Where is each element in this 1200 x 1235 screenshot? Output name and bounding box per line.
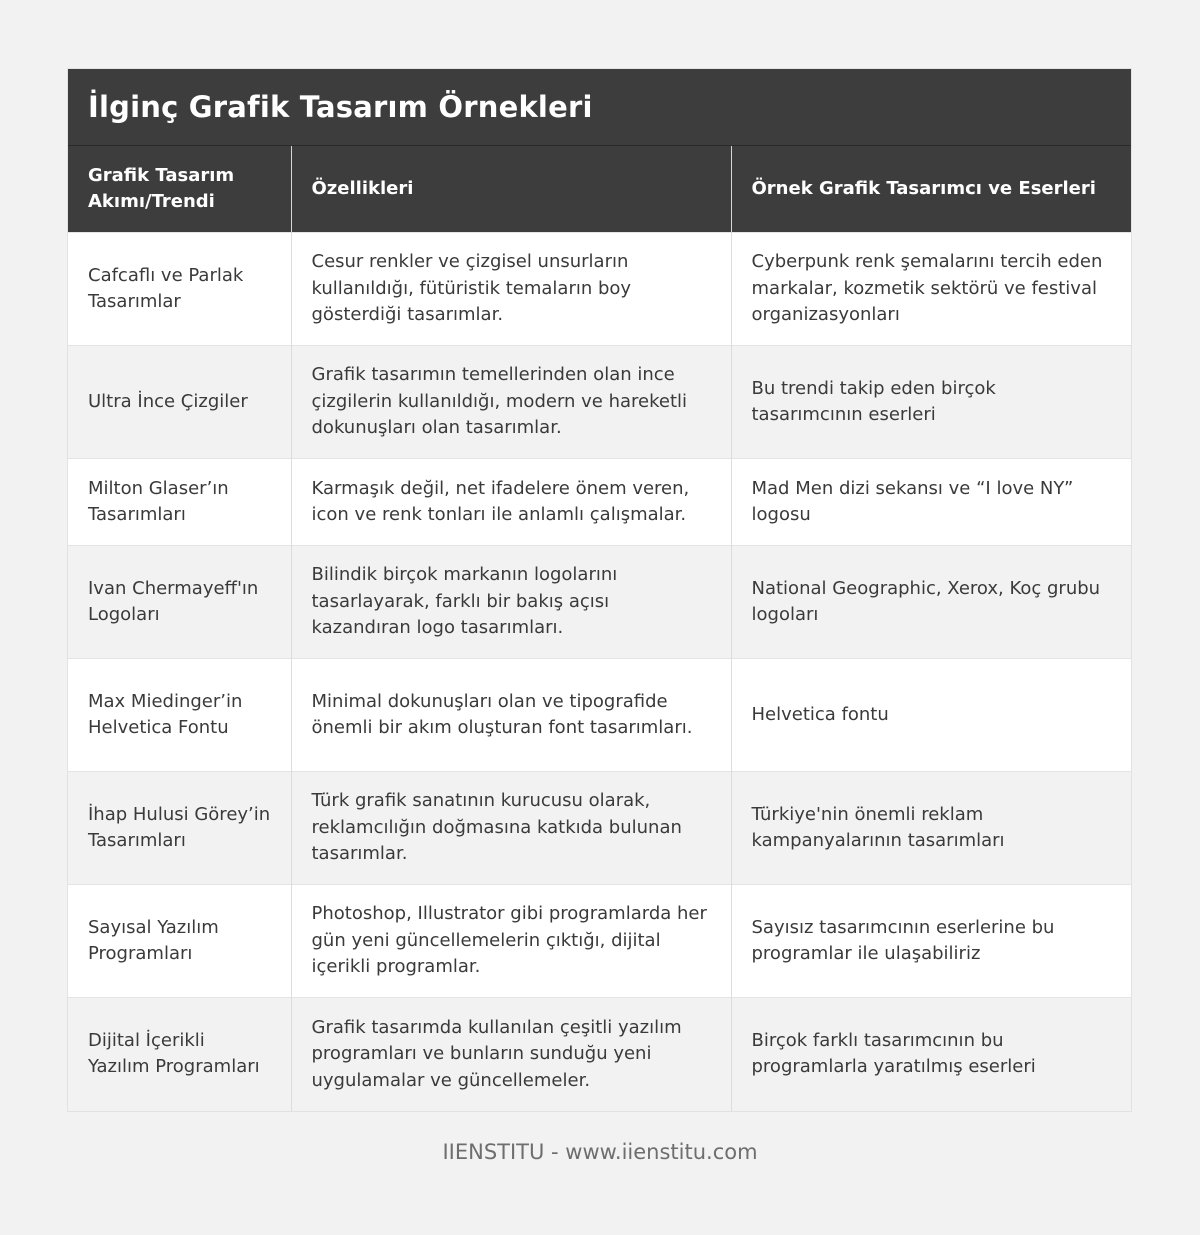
cell-examples: National Geographic, Xerox, Koç grubu logoları bbox=[731, 546, 1131, 659]
cell-features: Grafik tasarımın temellerinden olan ince çizgilerin kullanıldığı, modern ve hareketli dokunuşları olan tasarımlar. bbox=[291, 346, 731, 459]
cell-examples: Mad Men dizi sekansı ve “I love NY” logosu bbox=[731, 459, 1131, 546]
table-row bbox=[68, 885, 1131, 998]
cell-examples: Bu trendi takip eden birçok tasarımcının eserleri bbox=[731, 346, 1131, 459]
cell-trend: Ivan Chermayeff'ın Logoları bbox=[68, 546, 291, 659]
table-header bbox=[68, 146, 1131, 233]
cell-trend: Cafcaflı ve Parlak Tasarımlar bbox=[68, 233, 291, 346]
cell-trend: Max Miedinger’in Helvetica Fontu bbox=[68, 659, 291, 772]
cell-examples: Türkiye'nin önemli reklam kampanyalarının tasarımları bbox=[731, 772, 1131, 885]
column-header-features: Özellikleri bbox=[291, 146, 731, 233]
cell-trend: Ultra İnce Çizgiler bbox=[68, 346, 291, 459]
cell-examples: Cyberpunk renk şemalarını tercih eden markalar, kozmetik sektörü ve festival organizasyonları bbox=[731, 233, 1131, 346]
table-row bbox=[68, 659, 1131, 772]
table-row bbox=[68, 459, 1131, 546]
cell-features: Photoshop, Illustrator gibi programlarda her gün yeni güncellemelerin çıktığı, dijital içerikli programlar. bbox=[291, 885, 731, 998]
cell-trend: Milton Glaser’ın Tasarımları bbox=[68, 459, 291, 546]
design-trends-table bbox=[68, 146, 1131, 1111]
column-header-trend: Grafik Tasarım Akımı/Trendi bbox=[68, 146, 291, 233]
cell-features: Minimal dokunuşları olan ve tipografide önemli bir akım oluşturan font tasarımları. bbox=[291, 659, 731, 772]
table-row bbox=[68, 998, 1131, 1111]
table-title: İlginç Grafik Tasarım Örnekleri bbox=[68, 69, 1131, 146]
cell-features: Türk grafik sanatının kurucusu olarak, reklamcılığın doğmasına katkıda bulunan tasarımlar. bbox=[291, 772, 731, 885]
cell-features: Cesur renkler ve çizgisel unsurların kullanıldığı, fütüristik temaların boy gösterdiği tasarımlar. bbox=[291, 233, 731, 346]
cell-examples: Sayısız tasarımcının eserlerine bu programlar ile ulaşabiliriz bbox=[731, 885, 1131, 998]
cell-features: Bilindik birçok markanın logolarını tasarlayarak, farklı bir bakış açısı kazandıran logo tasarımları. bbox=[291, 546, 731, 659]
column-header-examples: Örnek Grafik Tasarımcı ve Eserleri bbox=[731, 146, 1131, 233]
cell-examples: Helvetica fontu bbox=[731, 659, 1131, 772]
cell-features: Karmaşık değil, net ifadelere önem veren, icon ve renk tonları ile anlamlı çalışmalar. bbox=[291, 459, 731, 546]
cell-examples: Birçok farklı tasarımcının bu programlarla yaratılmış eserleri bbox=[731, 998, 1131, 1111]
cell-features: Grafik tasarımda kullanılan çeşitli yazılım programları ve bunların sunduğu yeni uygulamalar ve güncellemeler. bbox=[291, 998, 731, 1111]
cell-trend: Dijital İçerikli Yazılım Programları bbox=[68, 998, 291, 1111]
cell-trend: Sayısal Yazılım Programları bbox=[68, 885, 291, 998]
table-row bbox=[68, 346, 1131, 459]
table-card bbox=[68, 69, 1131, 1111]
cell-trend: İhap Hulusi Görey’in Tasarımları bbox=[68, 772, 291, 885]
table-row bbox=[68, 772, 1131, 885]
footer-credit: IIENSTITU - www.iienstitu.com bbox=[442, 1140, 758, 1164]
table-row bbox=[68, 233, 1131, 346]
table-row bbox=[68, 546, 1131, 659]
